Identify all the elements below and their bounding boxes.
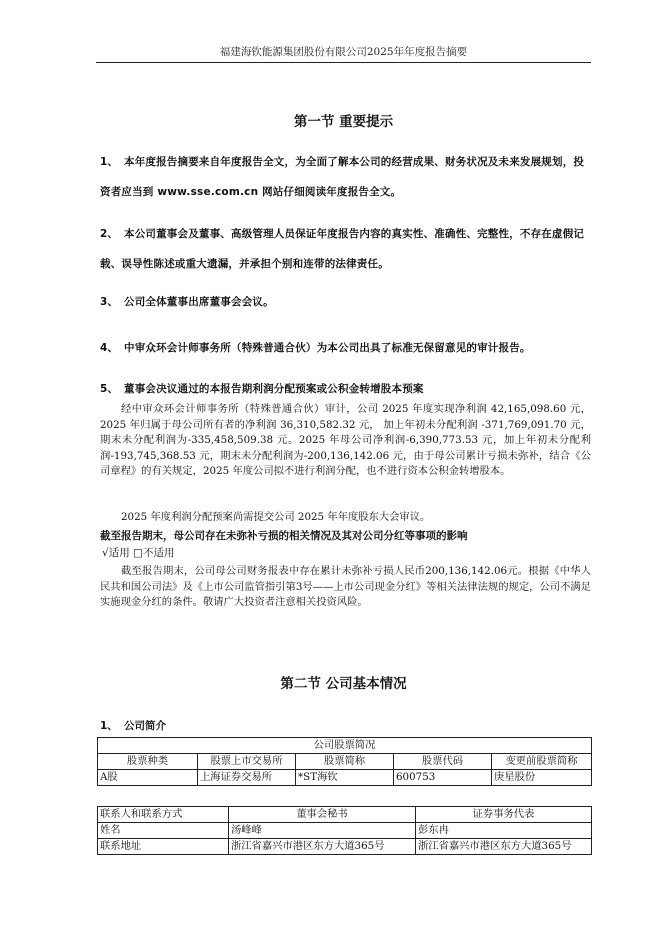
table-cell: 600753	[394, 770, 492, 786]
table-row	[98, 823, 592, 839]
table-cell: A股	[98, 770, 198, 786]
item-number: 3、	[100, 296, 119, 308]
header-cell: 联系人和联系方式	[98, 807, 229, 823]
table-cell: 上海证券交易所	[198, 770, 296, 786]
notice-item-3	[100, 287, 591, 317]
page-header: 福建海钦能源集团股份有限公司2025年年度报告摘要	[96, 44, 591, 63]
table-row	[98, 839, 592, 855]
sub-number: 1、	[100, 720, 118, 732]
item-number: 2、	[100, 228, 119, 240]
loss-impact-paragraph: 截至报告期末，公司母公司财务报表中存在累计未弥补亏损人民币200,136,142.06元。根据《中华人民共和国公司法》及《上市公司监管指引第3号——上市公司现金分红》等相关法律法规的规定，公司不满足实施现金分红的条件。敬请广大投资者注意相关投资风险。	[100, 565, 591, 608]
item-text: 董事会决议通过的本报告期利润分配预案或公积金转增股本预案	[124, 383, 424, 395]
company-profile-heading	[100, 718, 591, 733]
header-cell: 变更前股票简称	[492, 754, 592, 770]
item-number: 4、	[100, 342, 119, 354]
loss-impact-heading: 截至报告期末，母公司存在未弥补亏损的相关情况及其对公司分红等事项的影响	[100, 530, 468, 542]
distribution-plan-note: 2025 年度利润分配预案尚需提交公司 2025 年年度股东大会审议。	[121, 511, 431, 523]
table-header-row	[98, 754, 592, 770]
item-text: 中审众环会计师事务所（特殊普通合伙）为本公司出具了标准无保留意见的审计报告。	[124, 342, 531, 354]
item-text: 公司全体董事出席董事会会议。	[124, 296, 274, 308]
section-2-title: 第二节 公司基本情况	[280, 676, 407, 692]
item-text: 本公司董事会及董事、高级管理人员保证年度报告内容的真实性、准确性、完整性，不存在虚假记载、误导性陈述或重大遗漏，并承担个别和连带的法律责任。	[100, 228, 585, 270]
table-header-row	[98, 807, 592, 823]
notice-item-5	[100, 374, 591, 404]
table-row	[98, 770, 592, 786]
sub-title: 公司简介	[124, 720, 166, 732]
table-cell: 浙江省嘉兴市港区东方大道365号	[229, 839, 416, 855]
notice-item-1	[100, 147, 591, 207]
item-number: 5、	[100, 383, 119, 395]
item-number: 1、	[100, 156, 119, 168]
header-cell: 股票上市交易所	[198, 754, 296, 770]
item-text: 本年度报告摘要来自年度报告全文，为全面了解本公司的经营成果、财务状况及未来发展规划，投资者应当到 www.sse.com.cn 网站仔细阅读年度报告全文。	[100, 156, 585, 198]
header-cell: 董事会秘书	[229, 807, 416, 823]
table-cell: 联系地址	[98, 839, 229, 855]
table-cell: 浙江省嘉兴市港区东方大道365号	[416, 839, 592, 855]
header-cell: 股票种类	[98, 754, 198, 770]
header-cell: 股票简称	[296, 754, 394, 770]
notice-item-2	[100, 219, 591, 279]
table-cell: 汤峰峰	[229, 823, 416, 839]
header-cell: 股票代码	[394, 754, 492, 770]
table-cell: 庚星股份	[492, 770, 592, 786]
profit-distribution-paragraph: 经中审众环会计师事务所（特殊普通合伙）审计，公司 2025 年度实现净利润 42,165,098.60 元，2025 年归属于母公司所有者的净利润 36,310,582.32 元， 加上年初未分配利润 -371,769,091.70 元，期末未分配利润为-335,458,509.38 元。2025 年母公司净利润-6,390,773.53 元，加上年初未分配利润-193,745,368.53 元，期末未分配利润为-200,136,142.06 元，由于母公司累计亏损未弥补，结合《公司章程》的有关规定，2025 年度公司拟不进行利润分配，也不进行资本公积金转增股本。	[100, 403, 591, 477]
section-1-title: 第一节 重要提示	[293, 114, 394, 130]
table-cell: *ST海钦	[296, 770, 394, 786]
applicable-checkbox-line: √适用 □不适用	[102, 547, 175, 559]
table-caption: 公司股票简况	[98, 738, 592, 754]
table-cell: 姓名	[98, 823, 229, 839]
table-cell: 彭东冉	[416, 823, 592, 839]
header-cell: 证券事务代表	[416, 807, 592, 823]
contact-info-table	[97, 806, 592, 855]
notice-item-4	[100, 333, 591, 363]
stock-info-table	[97, 737, 592, 786]
